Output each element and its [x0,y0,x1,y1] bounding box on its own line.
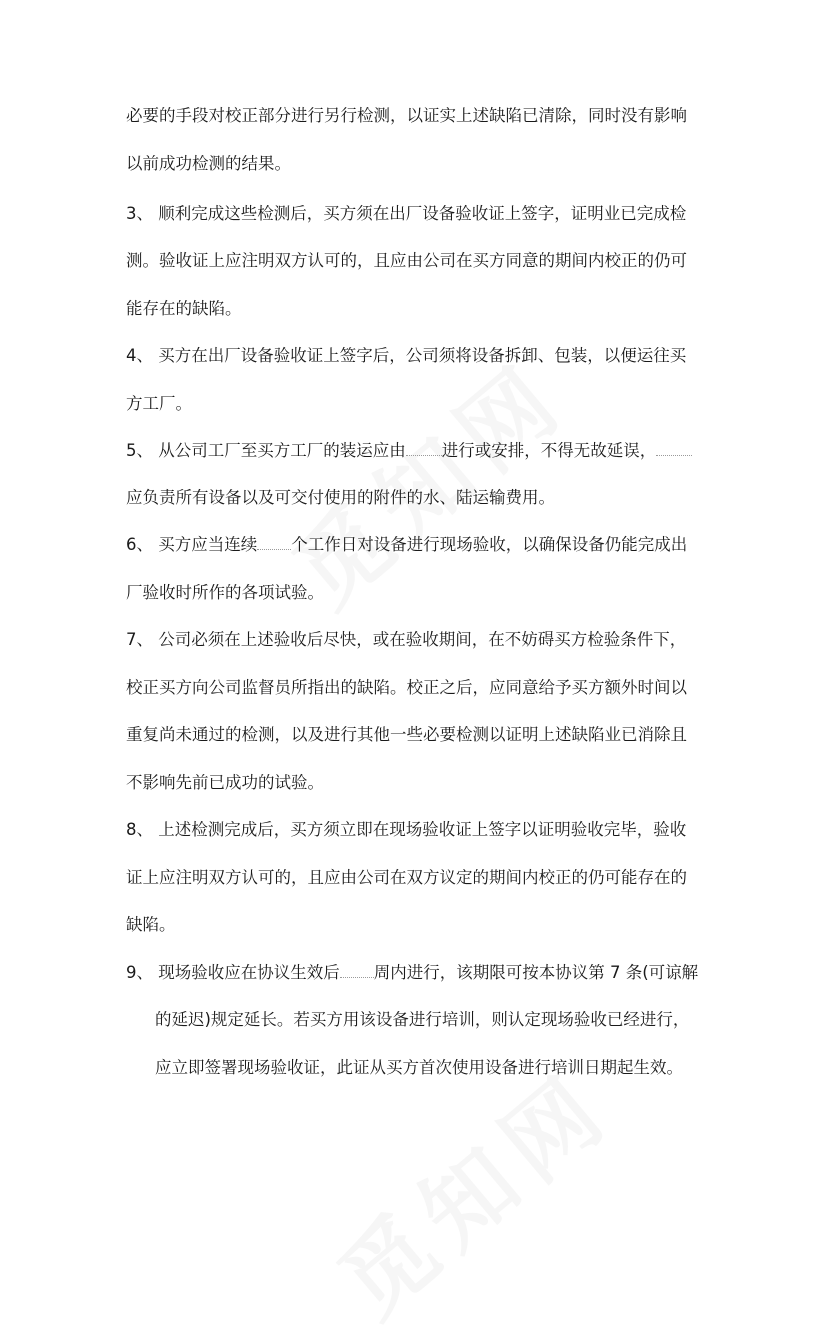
blank-weeks [340,963,374,978]
item-4-line: 方工厂。 [126,394,192,413]
blank-payer [656,441,692,456]
item-3-line: 3、 顺利完成这些检测后，买方须在出厂设备验收证上签字，证明业已完成检 [126,204,687,223]
blank-carrier [406,441,442,456]
item-6-line [126,533,687,557]
item-4-line: 4、 买方在出厂设备验收证上签字后，公司须将设备拆卸、包装，以便运往买 [126,346,687,365]
item-6-line: 厂验收时所作的各项试验。 [126,583,324,602]
item-5-line [126,439,692,463]
item-7-line: 校正买方向公司监督员所指出的缺陷。校正之后，应同意给予买方额外时间以 [126,678,687,697]
item-7-line: 7、 公司必须在上述验收后尽快，或在验收期间，在不妨碍买方检验条件下， [126,630,687,649]
item-9-line [126,961,698,985]
item-5-text: 进行或安排，不得无故延误， [441,441,657,460]
item-9-line: 的延迟)规定延长。若买方用该设备进行培训，则认定现场验收已经进行， [155,1010,690,1029]
item-9-text: 9、 现场验收应在协议生效后 [126,963,340,982]
item-6-text: 个工作日对设备进行现场验收，以确保设备仍能完成出 [291,535,688,554]
item-8-line: 证上应注明双方认可的，且应由公司在双方议定的期间内校正的仍可能存在的 [126,868,687,887]
item-5-line: 应负责所有设备以及可交付使用的附件的水、陆运输费用。 [126,488,555,507]
paragraph-line: 必要的手段对校正部分进行另行检测，以证实上述缺陷已清除，同时没有影响 [126,106,687,125]
item-5-text: 5、 从公司工厂至买方工厂的装运应由 [126,441,406,460]
item-7-line: 重复尚未通过的检测，以及进行其他一些必要检测以证明上述缺陷业已消除且 [126,725,687,744]
item-9-line: 应立即签署现场验收证，此证从买方首次使用设备进行培训日期起生效。 [155,1058,683,1077]
item-8-line: 8、 上述检测完成后，买方须立即在现场验收证上签字以证明验收完毕，验收 [126,820,687,839]
item-3-line: 能存在的缺陷。 [126,299,242,318]
blank-days [257,535,291,550]
item-6-text: 6、 买方应当连续 [126,535,258,554]
item-8-line: 缺陷。 [126,915,176,934]
item-3-line: 测。验收证上应注明双方认可的，且应由公司在买方同意的期间内校正的仍可 [126,251,687,270]
item-7-line: 不影响先前已成功的试验。 [126,773,324,792]
paragraph-line: 以前成功检测的结果。 [126,154,291,173]
item-9-text: 周内进行，该期限可按本协议第 7 条(可谅解 [373,963,699,982]
